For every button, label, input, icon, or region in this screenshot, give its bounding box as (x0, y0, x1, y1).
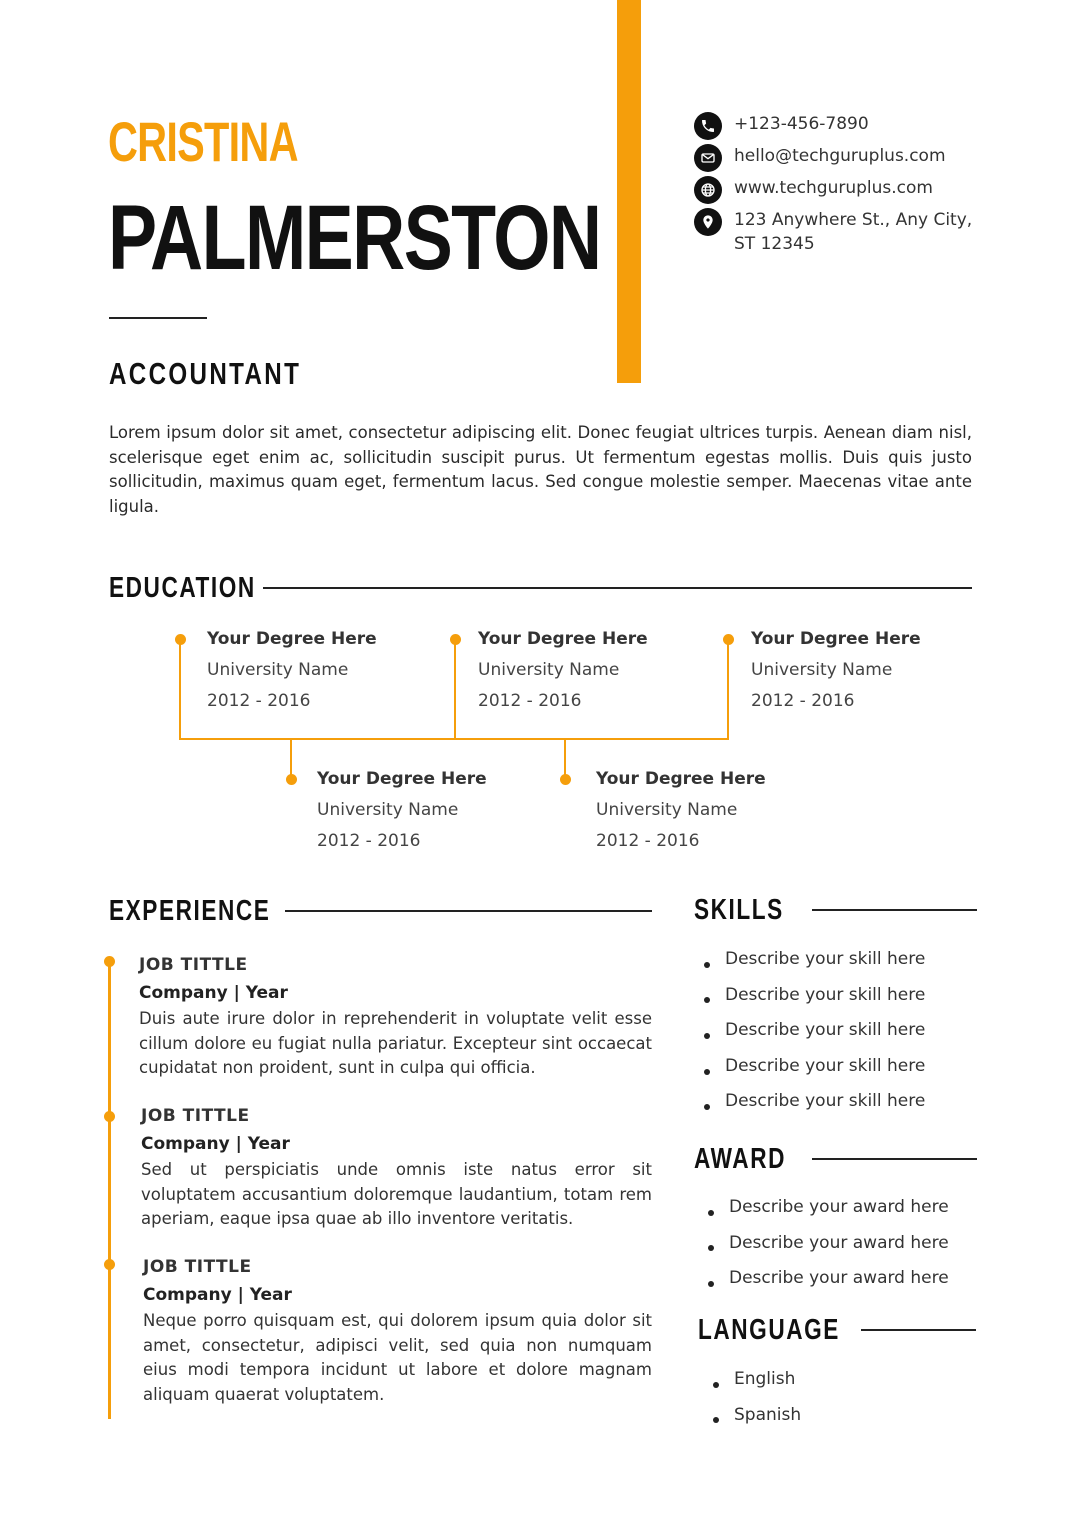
award-item: Describe your award here (698, 1195, 949, 1231)
timeline-line (454, 640, 456, 740)
language-list (703, 1367, 801, 1438)
last-name: PALMERSTON (108, 187, 601, 289)
skill-item: Describe your skill here (694, 1018, 925, 1054)
envelope-icon (694, 144, 722, 172)
company-year: Company | Year (141, 1134, 290, 1154)
job-description: Duis aute irure dolor in reprehenderit in voluptate velit esse cillum dolore eu fugiat nulla pariatur. Excepteur sint occaecat cupidatat non proident, sunt in culpa qui officia. (139, 1009, 652, 1078)
years: 2012 - 2016 (751, 691, 855, 711)
award-list (698, 1195, 949, 1302)
address-line-2: ST 12345 (734, 234, 815, 254)
company-year: Company | Year (143, 1285, 292, 1305)
award-item: Describe your award here (698, 1266, 949, 1302)
timeline-dot (104, 956, 115, 967)
timeline-dot (450, 634, 461, 645)
contact-address (694, 208, 972, 256)
skill-item: Describe your skill here (694, 1054, 925, 1090)
language-item: Spanish (703, 1403, 801, 1439)
profile-summary: Lorem ipsum dolor sit amet, consectetur adipiscing elit. Donec feugiat ultrices turpis. Aenean diam nisl, scelerisque eget enim ac, sollicitudin suscipit purus. Ut fermentum egestas mollis. Duis quis justo sollicitudin, maximus quam eget, fermentum lacus. Sed congue molestie semper. Maecenas vitae ante ligula. (109, 423, 972, 516)
skill-item: Describe your skill here (694, 983, 925, 1019)
experience-entry (143, 1257, 652, 1407)
address-text (734, 208, 972, 256)
education-entry (478, 624, 648, 717)
job-description: Sed ut perspiciatis unde omnis iste natus error sit voluptatem accusantium doloremque laudantium, totam rem aperiam, eaque ipsa quae ab illo inventore veritatis. (141, 1160, 652, 1229)
education-entry (207, 624, 377, 717)
timeline-line (727, 640, 729, 740)
years: 2012 - 2016 (596, 831, 700, 851)
experience-rule (285, 910, 652, 912)
address-line-1: 123 Anywhere St., Any City, (734, 210, 973, 230)
skill-item: Describe your skill here (694, 947, 925, 983)
education-heading: EDUCATION (109, 572, 256, 604)
language-heading: LANGUAGE (698, 1314, 840, 1346)
language-rule (861, 1329, 976, 1331)
job-title: ACCOUNTANT (109, 356, 302, 391)
contact-phone (694, 112, 869, 140)
award-heading: AWARD (694, 1143, 787, 1175)
degree: Your Degree Here (596, 769, 766, 789)
contact-website (694, 176, 933, 204)
map-pin-icon (694, 208, 722, 236)
degree: Your Degree Here (317, 769, 487, 789)
job-title: JOB TITTLE (143, 1257, 252, 1277)
skill-item: Describe your skill here (694, 1089, 925, 1125)
education-entry (317, 764, 487, 857)
degree: Your Degree Here (478, 629, 648, 649)
years: 2012 - 2016 (207, 691, 311, 711)
skills-heading: SKILLS (694, 894, 784, 926)
phone-text: +123-456-7890 (734, 114, 869, 134)
skills-list (694, 947, 925, 1125)
timeline-dot (175, 634, 186, 645)
job-title: JOB TITTLE (141, 1106, 250, 1126)
university: University Name (207, 660, 349, 680)
globe-icon (694, 176, 722, 204)
experience-timeline-line (108, 962, 111, 1419)
experience-heading: EXPERIENCE (109, 895, 271, 927)
first-name: CRISTINA (108, 110, 298, 173)
accent-bar (617, 0, 641, 383)
award-rule (812, 1158, 977, 1160)
degree: Your Degree Here (751, 629, 921, 649)
timeline-dot (104, 1259, 115, 1270)
university: University Name (596, 800, 738, 820)
website-text: www.techguruplus.com (734, 178, 933, 198)
email-text: hello@techguruplus.com (734, 146, 946, 166)
timeline-line (179, 640, 181, 740)
job-title: JOB TITTLE (139, 955, 248, 975)
years: 2012 - 2016 (478, 691, 582, 711)
timeline-dot (723, 634, 734, 645)
contact-email (694, 144, 946, 172)
name-divider (109, 317, 207, 319)
degree: Your Degree Here (207, 629, 377, 649)
experience-entry (139, 955, 652, 1081)
timeline-line (179, 738, 729, 740)
skills-rule (812, 909, 977, 911)
award-item: Describe your award here (698, 1231, 949, 1267)
timeline-dot (286, 774, 297, 785)
experience-entry (141, 1106, 652, 1232)
education-rule (263, 587, 972, 589)
education-entry (751, 624, 921, 717)
university: University Name (478, 660, 620, 680)
phone-icon (694, 112, 722, 140)
education-entry (596, 764, 766, 857)
timeline-dot (104, 1111, 115, 1122)
years: 2012 - 2016 (317, 831, 421, 851)
university: University Name (317, 800, 459, 820)
company-year: Company | Year (139, 983, 288, 1003)
university: University Name (751, 660, 893, 680)
language-item: English (703, 1367, 801, 1403)
job-description: Neque porro quisquam est, qui dolorem ipsum quia dolor sit amet, consectetur, adipisci velit, sed quia non numquam eius modi tempora incidunt ut labore et dolore magnam aliquam quaerat voluptatem. (143, 1311, 652, 1404)
timeline-dot (560, 774, 571, 785)
